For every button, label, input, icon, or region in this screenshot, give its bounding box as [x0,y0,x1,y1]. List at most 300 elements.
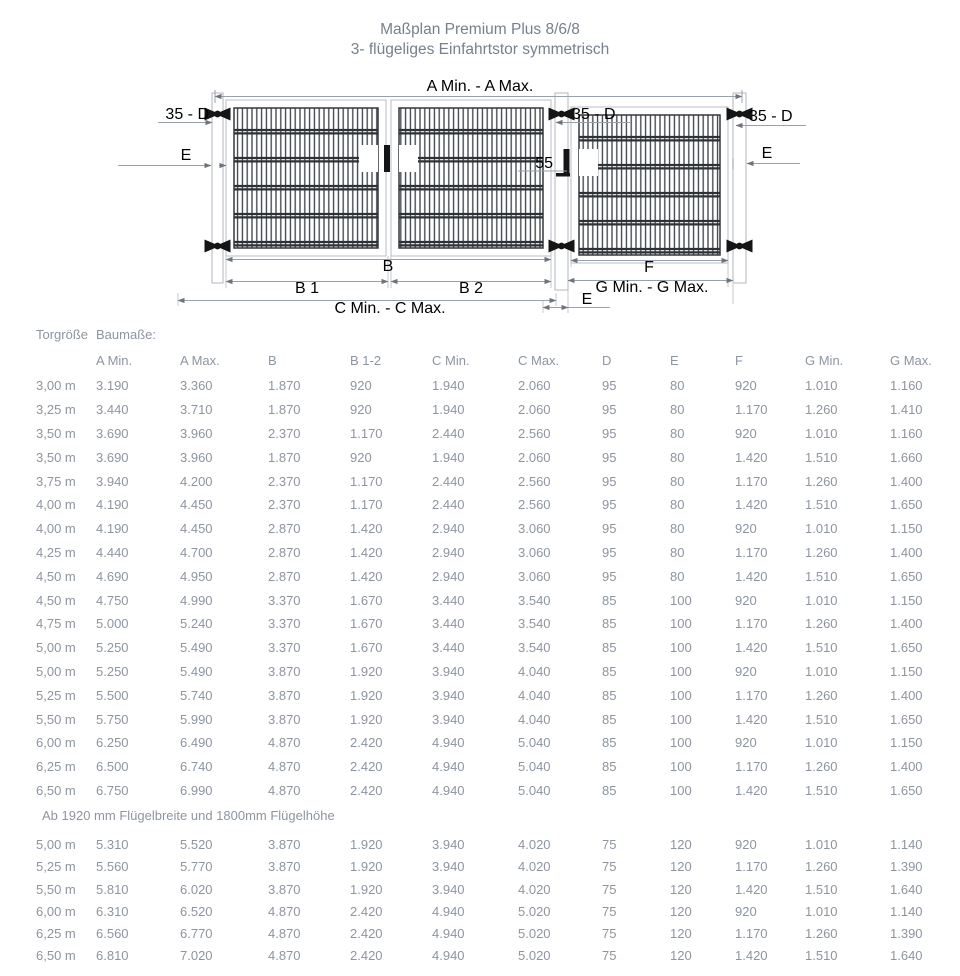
table-cell: 80 [670,378,685,394]
table-cell: 920 [350,378,372,394]
column-header-b: B [268,353,277,368]
table-cell: 5.250 [96,640,129,656]
column-header-torgroesse: Torgröße [36,327,89,342]
table-cell: 85 [602,759,617,775]
table-cell: 5,00 m [36,640,76,656]
table-row [0,856,960,878]
table-cell: 3.540 [518,640,551,656]
dim-label-a: A Min. - A Max. [426,78,534,95]
table-cell: 3.440 [96,402,129,418]
table-cell: 1.010 [805,663,838,679]
table-cell: 4,75 m [36,616,76,632]
table-cell: 4.940 [432,903,465,919]
table-cell: 1.510 [805,497,838,513]
table-cell: 6.990 [180,782,213,798]
table-cell: 3.060 [518,544,551,560]
table-cell: 6.520 [180,903,213,919]
table-cell: 5,50 m [36,881,76,897]
table-cell: 1.260 [805,926,838,942]
dim-label-b: B [382,258,394,275]
table-cell: 1.010 [805,592,838,608]
table-cell: 6.490 [180,735,213,751]
table-cell: 920 [735,592,757,608]
table-cell: 3.870 [268,836,301,852]
table-cell: 80 [670,544,685,560]
table-cell: 95 [602,568,617,584]
table-cell: 1.390 [890,926,923,942]
table-cell: 3.690 [96,425,129,441]
table-row [0,731,960,755]
table-cell: 2.060 [518,402,551,418]
table-cell: 120 [670,926,692,942]
table-cell: 4.870 [268,759,301,775]
table-cell: 75 [602,903,617,919]
table-cell: 1.420 [350,568,383,584]
table-cell: 1.010 [805,903,838,919]
table-cell: 6.020 [180,881,213,897]
table-cell: 920 [735,735,757,751]
table-cell: 1.420 [350,544,383,560]
table-cell: 85 [602,687,617,703]
table-cell: 1.870 [268,449,301,465]
table-cell: 3,50 m [36,449,76,465]
table-row [0,707,960,731]
table-cell: 1.260 [805,544,838,560]
table-cell: 4.950 [180,568,213,584]
table-cell: 3,00 m [36,378,76,394]
table-row [0,833,960,855]
table-cell: 920 [735,903,757,919]
table-cell: 1.420 [735,497,768,513]
table-cell: 2.560 [518,473,551,489]
table-cell: 1.390 [890,859,923,875]
table-row [0,878,960,900]
table-cell: 4.020 [518,836,551,852]
table-cell: 5.250 [96,663,129,679]
table-cell: 1.260 [805,687,838,703]
table-cell: 5.020 [518,926,551,942]
section-note: Ab 1920 mm Flügelbreite und 1800mm Flügelhöhe [42,808,335,824]
table-cell: 4.940 [432,735,465,751]
table-cell: 2.420 [350,759,383,775]
dim-label-b1: B 1 [294,280,320,297]
table-cell: 5.500 [96,687,129,703]
table-cell: 4.190 [96,497,129,513]
table-cell: 5,00 m [36,836,76,852]
dim-label-d-left: 35 - D [165,106,209,123]
table-cell: 2.370 [268,497,301,513]
table-cell: 3.870 [268,687,301,703]
table-cell: 1.260 [805,616,838,632]
table-row [0,683,960,707]
table-cell: 95 [602,425,617,441]
table-cell: 5.490 [180,663,213,679]
table-cell: 1.150 [890,521,923,537]
table-cell: 6,00 m [36,735,76,751]
table-cell: 3.870 [268,663,301,679]
table-cell: 1.670 [350,640,383,656]
table-cell: 4.040 [518,663,551,679]
table-cell: 95 [602,544,617,560]
table-cell: 4.690 [96,568,129,584]
table-cell: 6.560 [96,926,129,942]
table-cell: 2.370 [268,473,301,489]
table-cell: 1.920 [350,859,383,875]
table-row [0,374,960,398]
table-cell: 1.420 [735,568,768,584]
table-cell: 3,25 m [36,402,76,418]
table-cell: 3.370 [268,592,301,608]
table-cell: 120 [670,836,692,852]
table-cell: 2.370 [268,425,301,441]
table-cell: 4.940 [432,759,465,775]
table-cell: 1.410 [890,402,923,418]
table-cell: 3.360 [180,378,213,394]
table-cell: 5.000 [96,616,129,632]
table-cell: 85 [602,711,617,727]
table-row [0,564,960,588]
table-cell: 75 [602,836,617,852]
table-cell: 6.310 [96,903,129,919]
table-row [0,755,960,779]
gate-leaf-1 [226,100,386,256]
table-row [0,398,960,422]
table-cell: 4.940 [432,948,465,964]
table-cell: 920 [735,425,757,441]
table-cell: 1.260 [805,402,838,418]
table-cell: 1.650 [890,640,923,656]
table-cell: 4.450 [180,521,213,537]
table-cell: 1.640 [890,881,923,897]
table-cell: 4.700 [180,544,213,560]
table-cell: 1.920 [350,711,383,727]
table-cell: 6,50 m [36,948,76,964]
table-cell: 5.740 [180,687,213,703]
table-cell: 6,25 m [36,926,76,942]
column-header-baumasse: Baumaße: [96,327,156,342]
table-cell: 5.990 [180,711,213,727]
table-cell: 5.560 [96,859,129,875]
table-cell: 80 [670,449,685,465]
table-cell: 5.040 [518,759,551,775]
table-cell: 920 [735,378,757,394]
table-cell: 5.810 [96,881,129,897]
column-header-g-max: G Max. [890,353,932,368]
table-cell: 1.400 [890,687,923,703]
table-cell: 1.510 [805,948,838,964]
table-cell: 5.240 [180,616,213,632]
table-cell: 4.870 [268,948,301,964]
table-cell: 4.040 [518,711,551,727]
table-cell: 1.170 [735,926,768,942]
table-cell: 1.420 [735,711,768,727]
table-section-1 [0,374,960,802]
table-cell: 1.400 [890,544,923,560]
gate-leaf-2 [391,100,551,256]
table-cell: 2.420 [350,782,383,798]
table-cell: 1.510 [805,449,838,465]
table-cell: 1.160 [890,378,923,394]
table-cell: 2.560 [518,425,551,441]
table-cell: 1.420 [735,948,768,964]
table-cell: 920 [735,836,757,852]
table-cell: 1.010 [805,735,838,751]
table-cell: 3.690 [96,449,129,465]
table-cell: 6.740 [180,759,213,775]
table-cell: 4.020 [518,881,551,897]
table-cell: 4.870 [268,903,301,919]
table-cell: 1.170 [350,497,383,513]
table-cell: 85 [602,663,617,679]
table-cell: 5.520 [180,836,213,852]
table-cell: 5,00 m [36,663,76,679]
table-cell: 1.640 [890,948,923,964]
table-cell: 3.940 [432,881,465,897]
table-cell: 5.490 [180,640,213,656]
table-cell: 80 [670,568,685,584]
table-cell: 100 [670,782,692,798]
table-cell: 3.710 [180,402,213,418]
table-cell: 85 [602,782,617,798]
table-cell: 2.420 [350,926,383,942]
column-header-c-max: C Max. [518,353,560,368]
table-row [0,422,960,446]
table-cell: 6,25 m [36,759,76,775]
table-cell: 80 [670,425,685,441]
table-cell: 2.060 [518,449,551,465]
table-cell: 1.510 [805,782,838,798]
table-cell: 3.370 [268,640,301,656]
table-cell: 2.560 [518,497,551,513]
table-cell: 1.650 [890,497,923,513]
table-cell: 2.940 [432,568,465,584]
table-cell: 5.770 [180,859,213,875]
table-cell: 3,75 m [36,473,76,489]
table-cell: 80 [670,473,685,489]
table-cell: 1.510 [805,711,838,727]
table-cell: 1.400 [890,616,923,632]
lock-cutout [399,145,418,172]
right-post [733,93,746,283]
table-row [0,517,960,541]
table-cell: 1.510 [805,640,838,656]
table-cell: 1.400 [890,473,923,489]
table-cell: 1.940 [432,449,465,465]
table-cell: 4,50 m [36,568,76,584]
table-cell: 1.150 [890,592,923,608]
table-row [0,612,960,636]
table-row [0,923,960,945]
table-cell: 3.940 [96,473,129,489]
table-cell: 4,00 m [36,497,76,513]
table-cell: 1.920 [350,836,383,852]
table-cell: 1.170 [735,859,768,875]
table-cell: 1.170 [735,544,768,560]
table-cell: 100 [670,592,692,608]
table-cell: 95 [602,449,617,465]
dim-label-c: C Min. - C Max. [334,300,446,317]
table-section-2 [0,833,960,967]
table-cell: 1.510 [805,568,838,584]
table-cell: 120 [670,881,692,897]
table-row [0,779,960,803]
table-cell: 3.960 [180,449,213,465]
table-cell: 5,25 m [36,859,76,875]
table-cell: 4.450 [180,497,213,513]
table-cell: 5,50 m [36,711,76,727]
table-cell: 95 [602,497,617,513]
column-header-e: E [670,353,679,368]
table-cell: 2.940 [432,544,465,560]
table-cell: 2.420 [350,948,383,964]
table-cell: 4.200 [180,473,213,489]
table-cell: 1.260 [805,859,838,875]
table-cell: 95 [602,402,617,418]
dim-label-e-bottom: E [581,291,593,308]
table-cell: 1.010 [805,836,838,852]
table-cell: 1.170 [735,473,768,489]
table-cell: 95 [602,378,617,394]
column-header-a-min: A Min. [96,353,133,368]
table-cell: 3,50 m [36,425,76,441]
table-cell: 120 [670,859,692,875]
table-cell: 1.160 [890,425,923,441]
table-cell: 920 [735,521,757,537]
table-cell: 1.660 [890,449,923,465]
table-cell: 5.750 [96,711,129,727]
lock-cutout [359,145,378,172]
dim-label-e-left: E [180,147,192,164]
table-cell: 1.870 [268,402,301,418]
table-cell: 5.040 [518,735,551,751]
table-cell: 3.960 [180,425,213,441]
table-cell: 3.870 [268,881,301,897]
dim-label-g: G Min. - G Max. [595,279,709,296]
table-cell: 1.140 [890,903,923,919]
table-cell: 1.010 [805,425,838,441]
table-cell: 1.260 [805,473,838,489]
table-cell: 3.940 [432,687,465,703]
table-row [0,469,960,493]
table-cell: 1.150 [890,663,923,679]
table-cell: 6.810 [96,948,129,964]
table-cell: 100 [670,687,692,703]
table-cell: 1.420 [350,521,383,537]
table-row [0,660,960,684]
table-cell: 1.170 [350,425,383,441]
table-cell: 1.940 [432,378,465,394]
table-cell: 2.870 [268,544,301,560]
table-cell: 80 [670,497,685,513]
table-cell: 1.010 [805,521,838,537]
table-cell: 4.190 [96,521,129,537]
table-row [0,900,960,922]
left-post [212,93,223,283]
table-cell: 85 [602,592,617,608]
table-cell: 3.540 [518,592,551,608]
table-cell: 1.420 [735,782,768,798]
table-cell: 1.650 [890,568,923,584]
table-cell: 3.440 [432,616,465,632]
table-cell: 4.870 [268,735,301,751]
table-cell: 6.250 [96,735,129,751]
table-cell: 1.150 [890,735,923,751]
table-cell: 2.440 [432,425,465,441]
table-row [0,445,960,469]
table-cell: 920 [350,449,372,465]
table-cell: 5,25 m [36,687,76,703]
table-cell: 1.670 [350,592,383,608]
table-cell: 6.500 [96,759,129,775]
table-cell: 2.060 [518,378,551,394]
dim-label-e-right: E [761,145,773,162]
table-cell: 2.870 [268,568,301,584]
table-cell: 920 [735,663,757,679]
table-cell: 3.940 [432,663,465,679]
table-row [0,493,960,517]
table-row [0,588,960,612]
table-cell: 1.260 [805,759,838,775]
table-cell: 5.020 [518,948,551,964]
table-cell: 5.020 [518,903,551,919]
column-header-c-min: C Min. [432,353,470,368]
table-cell: 3.060 [518,568,551,584]
column-header-d: D [602,353,612,368]
table-cell: 1.420 [735,640,768,656]
table-cell: 6.770 [180,926,213,942]
table-cell: 4.870 [268,782,301,798]
table-cell: 5.040 [518,782,551,798]
dim-label-f: F [644,259,654,276]
latch-icon [384,145,390,172]
column-header-b12: B 1-2 [350,353,382,368]
table-cell: 1.170 [350,473,383,489]
table-cell: 3.440 [432,640,465,656]
dim-label-d-mid: 35 - D [572,106,616,123]
table-cell: 2.440 [432,497,465,513]
table-row [0,945,960,967]
table-cell: 3.540 [518,616,551,632]
table-cell: 3.870 [268,859,301,875]
table-cell: 3.190 [96,378,129,394]
table-cell: 100 [670,663,692,679]
table-cell: 3.060 [518,521,551,537]
table-header-row [0,352,960,370]
table-cell: 3.870 [268,711,301,727]
table-cell: 1.920 [350,663,383,679]
table-cell: 1.420 [735,881,768,897]
page-title-line2: 3- flügeliges Einfahrtstor symmetrisch [350,41,610,58]
table-cell: 1.650 [890,711,923,727]
table-cell: 1.170 [735,402,768,418]
table-row [0,636,960,660]
gate-leaf-3 [571,107,728,263]
table-cell: 75 [602,881,617,897]
lock-cutout [579,149,598,176]
table-cell: 1.170 [735,759,768,775]
table-cell: 1.170 [735,616,768,632]
table-cell: 4,25 m [36,544,76,560]
table-cell: 75 [602,926,617,942]
table-cell: 2.870 [268,521,301,537]
table-cell: 2.440 [432,473,465,489]
gate-diagram [0,0,960,320]
table-cell: 4.040 [518,687,551,703]
table-cell: 1.010 [805,378,838,394]
table-cell: 3.940 [432,859,465,875]
table-cell: 1.920 [350,687,383,703]
table-cell: 120 [670,903,692,919]
